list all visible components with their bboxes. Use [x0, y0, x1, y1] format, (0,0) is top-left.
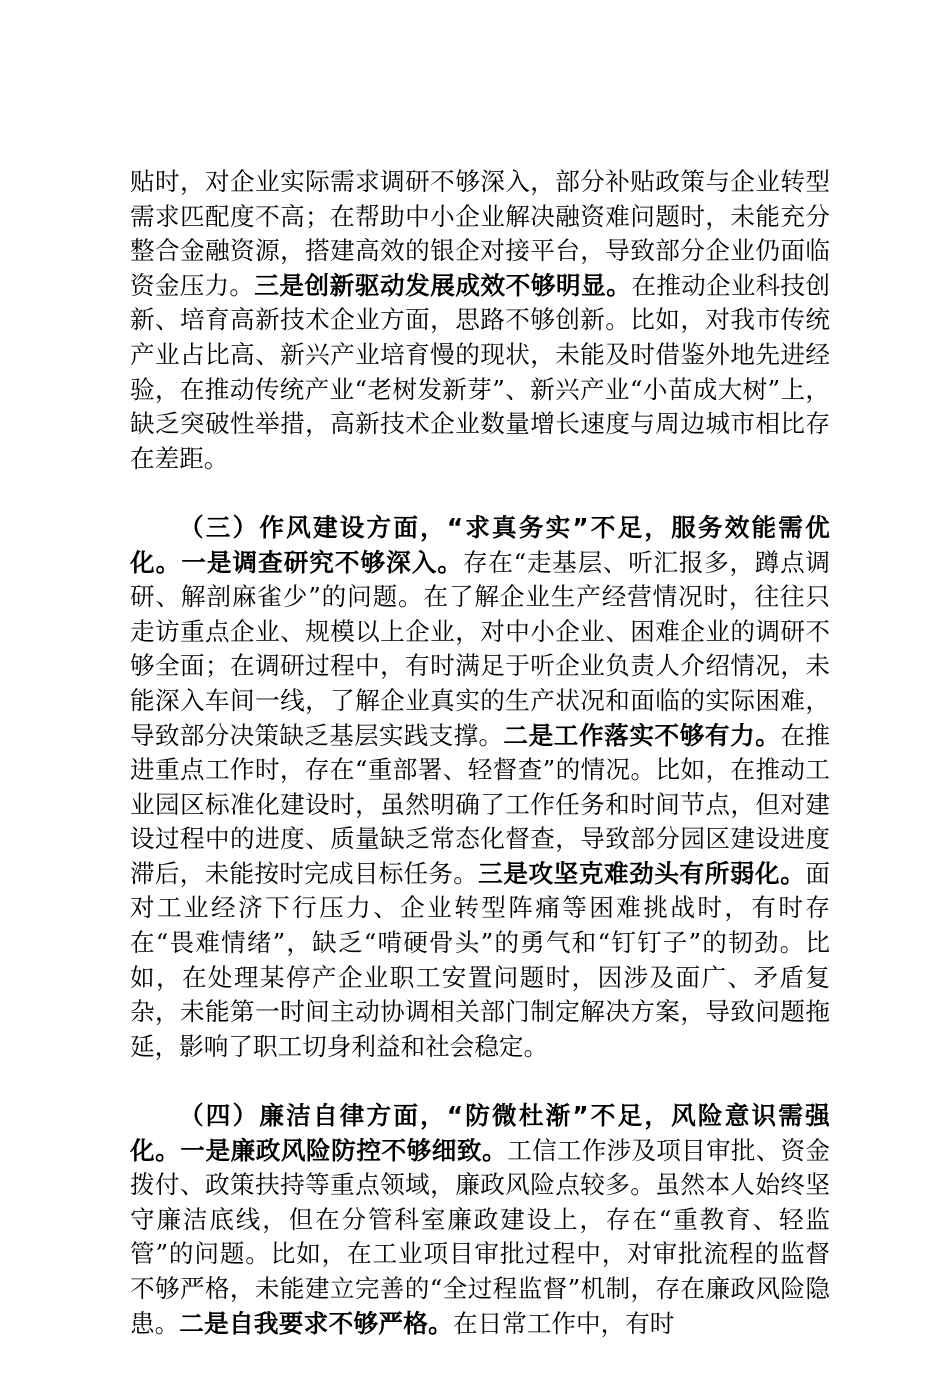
text-segment: 在推进重点工作时，存在“重部署、轻督查”的情况。比如，在推动工业园区标准化建设时，虽然明确了工作任务和时间节点，但对建设过程中的进度、质量缺乏常态化督查，导致部分园区建设进度滞后，未能按时完成目标任务。 — [130, 720, 830, 888]
text-segment: 工信工作涉及项目审批、资金拨付、政策扶持等重点领域，廉政风险点较多。虽然本人始终坚守廉洁底线，但在分管科室廉政建设上，存在“重教育、轻监管”的问题。比如，在工业项目审批过程中，对审批流程的监督不够严格，未能建立完善的“全过程监督”机制，存在廉政风险隐患。 — [130, 1135, 830, 1338]
paragraph-2 — [130, 511, 830, 1065]
bold-heading: 三是攻坚克难劲头有所弱化。 — [478, 858, 806, 888]
text-segment: 面对工业经济下行压力、企业转型阵痛等困难挑战时，有时存在“畏难情绪”，缺乏“啃硬骨头”的勇气和“钉钉子”的韧劲。比如，在处理某停产企业职工安置问题时，因涉及面广、矛盾复杂，未能第一时间主动协调相关部门制定解决方案，导致问题拖延，影响了职工切身利益和社会稳定。 — [130, 858, 830, 1061]
paragraph-1 — [130, 165, 830, 476]
section-heading: （三）作风建设方面，“求真务实”不足，服务效能需优化。一是调查研究不够深入。 — [130, 512, 830, 577]
document-page — [130, 165, 830, 1376]
section-heading: （四）廉洁自律方面，“防微杜渐”不足，风险意识需强化。一是廉政风险防控不够细致。 — [130, 1101, 830, 1165]
bold-heading: 三是创新驱动发展成效不够明显。 — [254, 270, 632, 300]
text-segment: 贴时，对企业实际需求调研不够深入，部分补贴政策与企业转型需求匹配度不高；在帮助中小企业解决融资难问题时，未能充分整合金融资源，搭建高效的银企对接平台，导致部分企业仍面临资金压力。 — [130, 167, 830, 300]
bold-heading: 二是工作落实不够有力。 — [503, 720, 781, 750]
paragraph-3 — [130, 1099, 830, 1341]
text-segment: 在推动企业科技创新、培育高新技术企业方面，思路不够创新。比如，对我市传统产业占比高、新兴产业培育慢的现状，未能及时借鉴外地先进经验，在推动传统产业“老树发新芽”、新兴产业“小苗成大树”上，缺乏突破性举措，高新技术企业数量增长速度与周边城市相比存在差距。 — [130, 270, 830, 473]
bold-heading: 二是自我要求不够严格。 — [179, 1308, 454, 1338]
text-segment: 存在“走基层、听汇报多，蹲点调研、解剖麻雀少”的问题。在了解企业生产经营情况时，往往只走访重点企业、规模以上企业，对中小企业、困难企业的调研不够全面；在调研过程中，有时满足于听企业负责人介绍情况，未能深入车间一线，了解企业真实的生产状况和面临的实际困难，导致部分决策缺乏基层实践支撑。 — [130, 547, 831, 750]
text-segment: 在日常工作中，有时 — [453, 1308, 675, 1338]
